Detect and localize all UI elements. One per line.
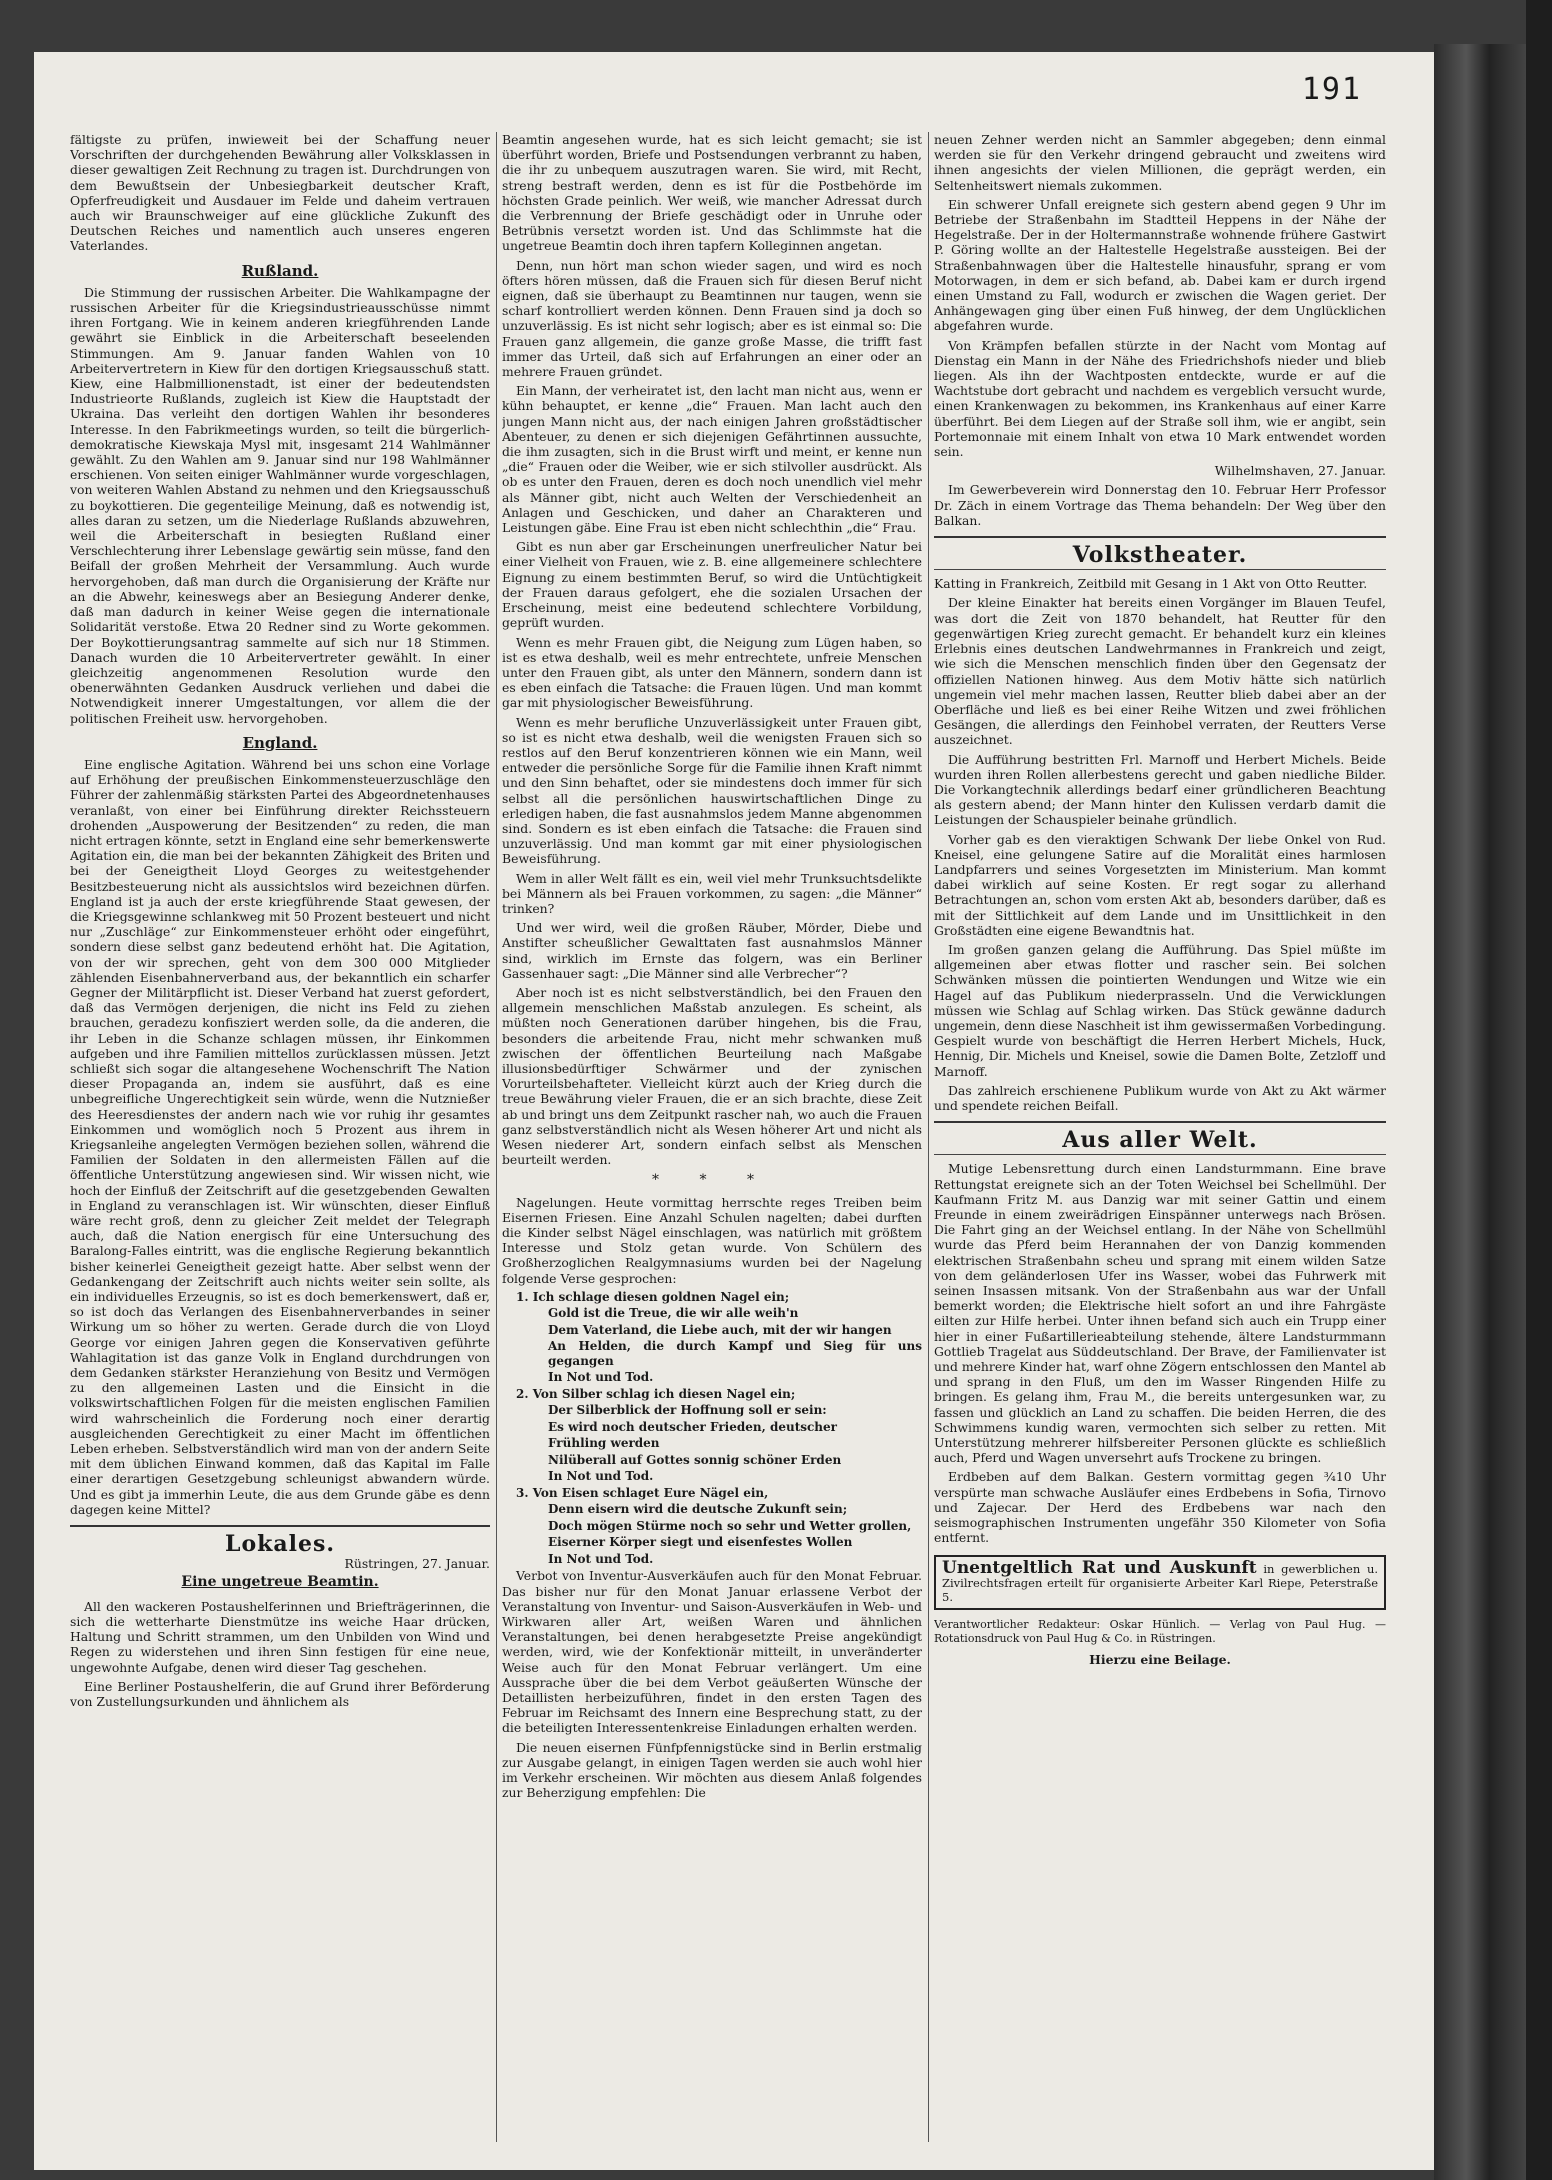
article-fuenfpfennig: Die neuen eisernen Fünfpfennigstücke sind in Berlin erstmalig zur Ausgabe gelangt, in einigen Tagen werden sie auch wohl hier im Verkehr erscheinen. Wir möchten aus diesem Anlaß folgendes zur Beherzigung empfehlen: Die [502, 1739, 922, 1801]
paragraph: Das zahlreich erschienene Publikum wurde von Akt zu Akt wärmer und spendete reichen Beifall. [934, 1082, 1386, 1113]
article-england: Eine englische Agitation. Während bei uns schon eine Vorlage auf Erhöhung der preußischen Einkommensteuerzuschläge den Führer der zahlenmäßig stärksten Partei des Abgeordnetenhauses veranlaßt, von einer bei Einführung direkter Reichssteuern drohenden „Auspowerung der Besitzenden“ zu reden, die man nicht ertragen könnte, setzt in England eine sehr bemerkenswerte Agitation ein, die man bei der bekannten Zähigkeit des Briten und bei der Geneigtheit Lloyd Georges zu weitestgehender Besitzbesteuerung nicht als aussichtslos wird bezeichnen dürfen. England ist ja auch der erste kriegführende Staat gewesen, der die Kriegsgewinne schlankweg mit 50 Prozent besteuert und nicht nur „Zuschläge“ zur Einkommensteuer erhöht oder eingeführt, sondern diese selbst ganz bedeutend erhöht hat. Die Agitation, von der wir sprechen, geht von dem 300 000 Mitglieder zählenden Eisenbahnerverband aus, der bekanntlich ein scharfer Gegner der Militärpflicht ist. Dieser Verband hat zuerst gefordert, daß das Vermögen derjenigen, die nicht ins Feld zu ziehen brauchen, geradezu konfisziert werden solle, da die anderen, die ihr Leben in die Schanze schlagen müssen, ihr Einkommen aufgeben und ihre Familien mittellos zurücklassen müssen. Jetzt schließt sich sogar die altangesehene Wochenschrift The Nation dieser Propaganda an, indem sie ausführt, daß es eine unbegreifliche Ungerechtigkeit sein würde, wenn die Nutznießer des Heeresdienstes der andern nach wie vor ruhig ihr gesamtes Einkommen und womöglich noch 5 Prozent aus ihrem in Kriegsanleihe angelegten Vermögen beziehen sollen, während die Familien der Soldaten in den allermeisten Fällen auf die öffentliche Unterstützung angewiesen sind. Wir wissen nicht, wie hoch der Einfluß der Zeitschrift auf die gesetzgebenden Gewalten in England zu veranschlagen ist. Wir wünschten, dieser Einfluß wäre recht groß, denn zu gleicher Zeit meldet der Telegraph auch, daß die Nation energisch für eine Untersuchung des Baralong-Falles eintritt, was die englische Regierung bekanntlich bisher keinerlei Geneigtheit gezeigt hatte. Aber selbst wenn der Gedankengang der Zeitschrift auch nichts weiter sein sollte, als ein individuelles Erzeugnis, so ist es doch bemerkenswert, daß er, so ist doch das Verlangen des Eisenbahnerverbandes in seiner Wirkung um so höher zu werten. Gerade durch die von Lloyd George vor einigen Jahren gegen die Konservativen geführte Wahlagitation ist das ganze Volk in England durchdrungen von dem Gedanken stärkster Heranziehung von Besitz und Vermögen zu den allgemeinen Lasten und die Einsicht in die volkswirtschaftlichen Folgen für die meisten englischen Familien wird wahrscheinlich die Forderung noch einer derartig ausgleichenden Gerechtigkeit zu einer Macht im öffentlichen Leben erheben. Selbstverständlich wird man von der andern Seite mit dem üblichen Einwand kommen, daß das Kapital im Falle einer derartigen Gesetzgebung schleunigst abwandern würde. Und es gibt ja immerhin Leute, die aus dem Grunde gäbe es denn dagegen keine Mittel? [70, 756, 490, 1517]
section-heading-lokales: Lokales. [224, 1531, 336, 1558]
poem-line: 3. Von Eisen schlaget Eure Nägel ein, [516, 1485, 769, 1500]
section-heading-aus-aller-welt: Aus aller Welt. [1062, 1127, 1258, 1154]
poem-line: Der Silberblick der Hoffnung soll er sein: [548, 1403, 827, 1418]
section-heading-england: England. [242, 733, 318, 752]
paragraph: Denn, nun hört man schon wieder sagen, und wird es noch öfters hören müssen, daß die Frauen sich für diesen Beruf nicht eignen, daß sie überhaupt zu Beamtinnen nur taugen, wenn sie scharf kontrolliert werden können. Denn Frauen sind ja doch so unzuverlässig. Es ist nicht sehr logisch; aber es ist einmal so: Die Frauen ganz allgemein, die ganze große Masse, die trifft fast immer das Urteil, daß sich auf Erfahrungen an einer oder an mehrere Frauen gründet. [502, 257, 922, 380]
poem-line: Doch mögen Stürme noch so sehr und Wetter grollen, [548, 1518, 912, 1533]
article-unfall: Ein schwerer Unfall ereignete sich gestern abend gegen 9 Uhr im Betriebe der Straßenbahn im Stadtteil Heppens in der Nähe der Hegelstraße. Der in der Holtermannstraße wohnende frühere Gastwirt P. Göring wollte an der Haltestelle Hegelstraße aussteigen. Bei der Straßenbahnwagen über die Haltestelle hinausfuhr, sprang er vom Motorwagen, in dem er sich befand, ab. Dabei kam er durch irgend einen Umstand zu Fall, wodurch er zwischen die Wagen geriet. Der Anhängewagen ging über einen Fuß hinweg, der dem Unglücklichen abgefahren wurde. [934, 196, 1386, 334]
poem-line: In Not und Tod. [548, 1469, 654, 1484]
paragraph: All den wackeren Postaushelferinnen und Briefträgerinnen, die sich die wetterharte Dienstmütze ins weiche Haar drücken, Haltung und Schritt strammen, um den Unbilden von Wind und Regen zu widerstehen und ihren Sinn festigen für eine neue, ungewohnte Aufgabe, denen wird dieser Tag geschehen. [70, 1598, 490, 1675]
poem-line: An Helden, die durch Kampf und Sieg für uns gegangen [548, 1339, 922, 1368]
section-separator-stars: * * * [652, 1172, 772, 1189]
article-lebensrettung: Mutige Lebensrettung durch einen Landsturmmann. Eine brave Rettungstat ereignete sich an der Toten Weichsel bei Schellmühl. Der Kaufmann Fritz M. aus Danzig war mit seiner Gattin und einem Freunde in einem zweirädrigen Einspänner unterwegs nach Brösen. Die Fahrt ging an der Weichsel entlang. In der Nähe von Schellmühl wurde das Pferd beim Herannahen der von Danzig kommenden elektrischen Straßenbahn scheu und sprang mit einem wilden Satze von dem geländerlosen Ufer ins Wasser, wobei das Fuhrwerk mit seinen Insassen mitsank. Von der Straßenbahn aus war der Unfall bemerkt worden; die Elektrische hielt sofort an und ihre Fahrgäste eilten zur Hilfe herbei. Unter ihnen befand sich auch ein Trupp einer hier in einer Fußartillerieabteilung stehende, ältere Landsturmmann Gottlieb Tragelat aus Süddeutschland. Der Brave, der Familienvater ist und mehrere Kinder hat, warf ohne Zögern entschlossen den Mantel ab und sprang in den Fluß, um den im Wasser Ringenden Hilfe zu bringen. Es gelang ihm, Frau M., die bereits untergesunken war, zu fassen und glücklich an Land zu schaffen. Die beiden Herren, die des Schwimmens kundig waren, vermochten sich selber zu retten. Mit Unterstützung mehrerer hilfsbereiter Personen glückte es schließlich auch, Pferd und Wagen unversehrt aufs Trockene zu bringen. [934, 1161, 1386, 1466]
poem-line: Dem Vaterland, die Liebe auch, mit der wir hangen [548, 1322, 892, 1337]
dateline: Wilhelmshaven, 27. Januar. [1214, 463, 1386, 479]
column-2 [502, 132, 922, 2152]
paragraph: Vorher gab es den vieraktigen Schwank Der liebe Onkel von Rud. Kneisel, eine gelungene Satire auf die Moralität eines harmlosen Landpfarrers und seines Vorgesetzten im Ministerium. Man kommt dabei wirklich auf seine Kosten. Er regt sogar zu allerhand Betrachtungen an, schon vom ersten Akt ab, besonders darüber, daß es mit der Sittlichkeit auf dem Lande und im Unsittlichkeit in den Großstädten eine eigene Bewandtnis hat. [934, 831, 1386, 938]
supplement-note: Hierzu eine Beilage. [1089, 1652, 1231, 1668]
theater-title: Katting in Frankreich, Zeitbild mit Gesang in 1 Akt von Otto Reutter. [934, 576, 1368, 592]
paragraph: Beamtin angesehen wurde, hat es sich leicht gemacht; sie ist überführt worden, Briefe und Postsendungen verbrannt zu haben, die ihr zu unbequem auszutragen waren. Sie wird, mit Recht, streng bestraft werden, denn es ist für die Postbehörde im höchsten Grade peinlich. Wer weiß, wie mancher Adressat durch die Verbrennung der Briefe geschädigt oder in Unruhe oder Betrübnis versetzt worden ist. Und das Schlimmste hat die ungetreue Beamtin doch ihren tapfern Kolleginnen angetan. [502, 132, 922, 254]
paragraph: neuen Zehner werden nicht an Sammler abgegeben; denn einmal werden sie für den Verkehr dringend gebraucht und zweitens wird ihnen angesichts der vielen Millionen, die geprägt werden, ein Seltenheitswert niemals zukommen. [934, 132, 1386, 193]
poem-line: 2. Von Silber schlag ich diesen Nagel ein; [516, 1386, 796, 1401]
paragraph: Im großen ganzen gelang die Aufführung. Das Spiel müßte im allgemeinen aber etwas flotter und rascher sein. Bei solchen Schwänken müssen die pointierten Wendungen und Witze wie ein Hagel auf das Publikum niederprasseln. Und die Verwicklungen müssen wie Schlag auf Schlag wirken. Das Stück gewänne dadurch ungemein, denn diese Naschheit ist ihm gewissermaßen Vorbedingung. Gespielt wurde von beschäftigt die Herren Herbert Michels, Huck, Hennig, Dir. Michels und Kneisel, sowie die Damen Bolte, Zetzloff und Marnoff. [934, 941, 1386, 1079]
article-erdbeben: Erdbeben auf dem Balkan. Gestern vormittag gegen ¾10 Uhr verspürte man schwache Ausläufer eines Erdbebens in Sofia, Tirnovo und Zajecar. Der Herd des Erdbebens war nach den seismographischen Instrumenten ungefähr 350 Kilometer von Sofia entfernt. [934, 1469, 1386, 1546]
newspaper-page [34, 52, 1434, 2170]
paragraph: Wenn es mehr berufliche Unzuverlässigkeit unter Frauen gibt, so ist es nicht etwa deshalb, weil die wenigsten Frauen sich so restlos auf den Beruf konzentrieren können wie ein Mann, weil entweder die persönliche Sorge für die Familie ihnen Kraft nimmt und den Sinn behaftet, oder sie mindestens doch immer für sich selbst all die persönlichen hauswirtschaftlichen Dinge zu erledigen haben, die fast ausnahmslos jedem Manne abgenommen sind. Sondern es ist eben einfach die Tatsache: die Frauen sind unzuverlässig. Und man kommt gar mit einer physiologischen Beweisführung. [502, 714, 922, 867]
poem-line: Es wird noch deutscher Frieden, deutscher [548, 1419, 837, 1434]
column-rule [928, 132, 929, 2142]
paragraph: Gibt es nun aber gar Erscheinungen unerfreulicher Natur bei einer Vielheit von Frauen, wie z. B. eine allgemeinere schlechtere Eignung zu einem bestimmten Beruf, so wird die Untüchtigkeit der Frauen daraus gefolgert, ehe die sozialen Ursachen der Erscheinung, meist eine bedeutend schlechtere Vorbildung, geprüft wurden. [502, 539, 922, 631]
poem-line: 1. Ich schlage diesen goldnen Nagel ein; [516, 1289, 790, 1304]
section-divider [934, 1154, 1386, 1155]
section-divider [934, 536, 1386, 538]
dateline: Rüstringen, 27. Januar. [344, 1556, 490, 1572]
book-binding-edge [1434, 44, 1526, 2180]
poem-line: Denn eisern wird die deutsche Zukunft sein; [548, 1502, 848, 1517]
paragraph: Die Aufführung bestritten Frl. Marnoff und Herbert Michels. Beide wurden ihren Rollen allerbestens gerecht und gaben niedliche Bilder. Die Vorkangtechnik allerdings bedarf einer gründlicheren Beachtung als gestern abend; der Mann hinter den Kulissen verdarb damit die Leistungen der Schauspieler beinahe gründlich. [934, 751, 1386, 828]
section-divider [934, 1121, 1386, 1123]
paragraph: Der kleine Einakter hat bereits einen Vorgänger im Blauen Teufel, was dort die Zeit von 1870 behandelt, hat Reutter für den gegenwärtigen Krieg zurecht gemacht. Er behandelt kurz ein kleines Erlebnis eines deutschen Landwehrmannes in Frankreich und zeigt, wie sich die Menschen menschlich finden über den Gegensatz der offiziellen Nationen hinweg. Aus dem Motiv hätte sich natürlich ungemein viel mehr machen lassen, Reutter blieb dabei aber an der Oberfläche und ließ es bei einer Reihe Witzen und zwei fröhlichen Gesängen, die allerdings den Feinhobel verraten, der Reutters Verse auszeichnet. [934, 595, 1386, 748]
poem-line: In Not und Tod. [548, 1551, 654, 1566]
paragraph: fältigste zu prüfen, inwieweit bei der Schaffung neuer Vorschriften der durchgehenden Bewährung aller Volksklassen in dieser gewaltigen Zeit Rechnung zu tragen ist. Durchdrungen von dem Bewußtsein der Unbesiegbarkeit deutscher Kraft, Opferfreudigkeit und Ausdauer im Felde und daheim vertrauen auch wir Braunschweiger auf eine glückliche Zukunft des Deutschen Reiches und namentlich auch unseres engeren Vaterlandes. [70, 132, 490, 254]
poem-line: In Not und Tod. [548, 1370, 654, 1385]
article-gewerbeverein: Im Gewerbeverein wird Donnerstag den 10. Februar Herr Professor Dr. Zäch in einem Vortrage das Thema behandeln: Der Weg über den Balkan. [934, 482, 1386, 528]
page-number: 191 [1301, 72, 1362, 107]
article-kraempfe: Von Krämpfen befallen stürzte in der Nacht vom Montag auf Dienstag ein Mann in der Nähe des Friedrichshofs nieder und blieb liegen. Als ihn der Wachtposten entdeckte, wurde er auf die Wachtstube dort gebracht und nachdem es vergeblich versucht wurde, einen Krankenwagen zu bekommen, ins Krankenhaus auf einer Karre überführt. Bei dem Liegen auf der Straße soll ihm, wie er angibt, sein Portemonnaie mit einem Inhalt von etwa 10 Mark entwendet worden sein. [934, 337, 1386, 460]
paragraph: Aber noch ist es nicht selbstverständlich, bei den Frauen den allgemein menschlichen Maßstab anzulegen. Es scheint, als müßten noch Generationen darüber hingehen, bis die Frau, besonders die arbeitende Frau, nicht mehr schwanken muß zwischen der öffentlichen Beurteilung nach Maßgabe illusionsbedürftiger Schwärmer und der zynischen Vorurteilsbehafteter. Vielleicht kürzt auch der Krieg durch die treue Bewährung vieler Frauen, die er an sich brachte, diese Zeit ab und bringt uns dem Zeitpunkt rascher nah, wo auch die Frauen ganz selbstverständlich nicht als Wesen höherer Art und nicht als Wesen niederer Art, sondern einfach selbst als Menschen beurteilt werden. [502, 984, 922, 1168]
section-heading-russland: Rußland. [241, 261, 319, 280]
poem-line: Nilüberall auf Gottes sonnig schöner Erden [548, 1452, 842, 1467]
paragraph: Wem in aller Welt fällt es ein, weil viel mehr Trunksuchtsdelikte bei Männern als bei Frauen vorkommen, zu sagen: „die Männer“ trinken? [502, 870, 922, 916]
section-divider [70, 1525, 490, 1527]
column-1 [70, 132, 490, 2152]
article-nagelungen: Nagelungen. Heute vormittag herrschte reges Treiben beim Eisernen Friesen. Eine Anzahl Schulen nagelten; dabei durften die Kinder selbst Nägel einschlagen, was natürlich mit größtem Interesse und Stolz getan wurde. Von Schülern des Großherzoglichen Realgymnasiums wurden bei der Nagelung folgende Verse gesprochen: [502, 1194, 922, 1286]
column-3 [934, 132, 1386, 2152]
scan-right-margin [1526, 0, 1552, 2180]
poem-line: Frühling werden [548, 1436, 660, 1451]
article-verbot: Verbot von Inventur-Ausverkäufen auch für den Monat Februar. Das bisher nur für den Monat Januar erlassene Verbot der Veranstaltung von Inventur- und Saison-Ausverkäufen in Web- und Wirkwaren aller Art, weißen Waren und ähnlichen Veranstaltungen, bei denen herabgesetzte Preise angekündigt werden, wird, wie der Konfektionär mitteilt, in unveränderter Weise auch für den Monat Februar verlängert. Um eine Aussprache über die bei dem Verbot geäußerten Wünsche der Detaillisten herbeizuführen, findet in den ersten Tagen des Februar im Reichsamt des Innern eine Besprechung statt, zu der die beteiligten Interessentenkreise Einladungen erhalten werden. [502, 1568, 922, 1736]
advertisement-title: Unentgeltlich Rat und Auskunft [942, 1558, 1257, 1579]
imprint: Verantwortlicher Redakteur: Oskar Hünlich. — Verlag von Paul Hug. — Rotationsdruck von Paul Hug & Co. in Rüstringen. [934, 1618, 1386, 1646]
paragraph: Ein Mann, der verheiratet ist, den lacht man nicht aus, wenn er kühn behauptet, er kenne „die“ Frauen. Man lacht auch den jungen Mann nicht aus, der nach einigen Jahren großstädtischer Abenteuer, zu denen er sich diejenigen Gefährtinnen aussuchte, die ihm zusagten, sich in die Brust wirft und meint, er kenne nun „die“ Frauen oder die Weiber, wie er sich stilvoller ausdrückt. Als ob es unter den Frauen, deren es doch noch unendlich viel mehr als Männer gibt, nicht auch Welten der Verschiedenheit an Anlagen und Geschicken, und daher an Charakteren und Leistungen gäbe. Eine Frau ist eben nicht schlechthin „die“ Frau. [502, 383, 922, 536]
article-heading-beamtin: Eine ungetreue Beamtin. [181, 1574, 379, 1591]
column-rule [496, 132, 497, 2142]
section-divider [934, 569, 1386, 570]
article-russland: Die Stimmung der russischen Arbeiter. Die Wahlkampagne der russischen Arbeiter für die Kriegsindustrieausschüsse nimmt ihren Fortgang. Wie in keinem anderen kriegführenden Lande gewährt sie Einblick in die Arbeiterschaft beseelenden Stimmungen. Am 9. Januar fanden Wahlen von 10 Arbeitervertretern in Kiew für den dortigen Kriegsausschuß statt. Kiew, eine Halbmillionenstadt, ist einer der bedeutendsten Industrieorte Rußlands, zugleich ist Kiew die Hauptstadt der Ukraina. Das verleiht den dortigen Wahlen ihr besonderes Interesse. In den Fabrikmeetings wurden, so teilt die bürgerlich-demokratische Kiewskaja Mysl mit, insgesamt 214 Wahlmänner gewählt. Zu den Wahlen am 9. Januar sind nur 198 Wahlmänner erschienen. Von seiten einiger Wahlmänner wurde vorgeschlagen, von weiteren Wahlen Abstand zu nehmen und den Kriegsausschuß zu boykottieren. Die gegenteilige Meinung, daß es notwendig ist, alles daran zu setzen, um die Niederlage Rußlands abzuwehren, weil die Arbeiterschaft in besiegten Rußland einer Verschlechterung ihrer Lebenslage gewärtig sein müsse, fand den Beifall der großen Mehrheit der Versammlung. Auch wurde hervorgehoben, daß man durch die Organisierung der Kräfte nur an die Abwehr, keineswegs aber an Besiegung Anderer denke, daß man dadurch in keiner Weise gegen die internationale Solidarität verstoße. Etwa 20 Redner sind zu Worte gekommen. Der Boykottierungsantrag sammelte auf sich nur 18 Stimmen. Danach wurden die 10 Arbeitervertreter gewählt. In einer gleichzeitig angenommenen Resolution wurde den obenerwähnten Gedanken Ausdruck verliehen und dabei die Notwendigkeit innerer Umgestaltungen, vor allem die der politischen Freiheit usw. hervorgehoben. [70, 284, 490, 726]
paragraph: Und wer wird, weil die großen Räuber, Mörder, Diebe und Anstifter scheußlicher Gewalttaten fast ausnahmslos Männer sind, wirklich im Ernste das folgern, was ein Berliner Gassenhauer sagt: „Die Männer sind alle Verbrecher“? [502, 920, 922, 981]
paragraph: Eine Berliner Postaushelferin, die auf Grund ihrer Beförderung von Zustellungsurkunden und ähnlichem als [70, 1678, 490, 1709]
advertisement-text: in gewerblichen u. Zivilrechtsfragen erteilt für organisierte Arbeiter Karl Riepe, Peterstraße 5. [942, 1562, 1379, 1605]
paragraph: Wenn es mehr Frauen gibt, die Neigung zum Lügen haben, so ist es etwa deshalb, weil es mehr entrechtete, unfreie Menschen unter den Frauen gibt, als unter den Männern, sondern dann ist es eben einfach die Tatsache: die Frauen lügen. Und man kommt gar mit physiologischer Beweisführung. [502, 634, 922, 711]
poem-line: Eiserner Körper siegt und eisenfestes Wollen [548, 1535, 853, 1550]
advertisement-box [934, 1555, 1386, 1610]
section-heading-volkstheater: Volkstheater. [1072, 542, 1248, 569]
poem-line: Gold ist die Treue, die wir alle weih'n [548, 1306, 799, 1321]
